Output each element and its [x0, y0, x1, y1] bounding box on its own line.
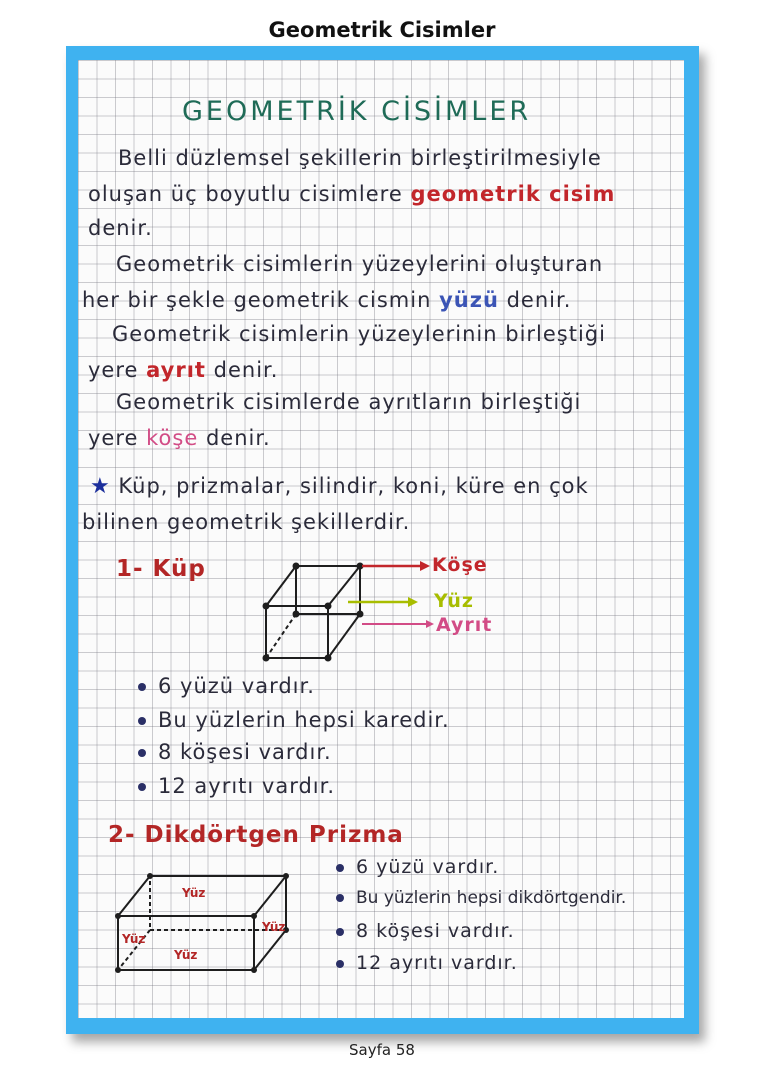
label-ayrit: Ayrıt [436, 614, 493, 636]
p2-line2-end: denir. [506, 288, 572, 312]
prism-face-label-right: Yüz [262, 920, 286, 934]
intro-line1-text: Küp, prizmalar, silindir, koni, küre en çok [118, 474, 589, 498]
p3-line2-end: denir. [213, 358, 279, 382]
prism-edge-tl [118, 876, 150, 916]
cube-edge-tr [328, 566, 360, 606]
bullet-dot-icon [336, 928, 344, 936]
p3-line1: Geometrik cisimlerin yüzeylerinin birleştiği [112, 322, 606, 346]
term-yuzu: yüzü [439, 288, 499, 312]
label-yuz: Yüz [434, 590, 474, 612]
cube-bullet: Bu yüzlerin hepsi karedir. [138, 708, 450, 732]
prism-face-label-left: Yüz [122, 932, 146, 946]
arrow-ayrit-head [426, 620, 434, 628]
cube-vertex [325, 655, 332, 662]
p3-line2-text: yere [88, 358, 139, 382]
cube-edge-bl-hidden [266, 614, 296, 658]
prism-edge-tr [254, 876, 286, 916]
prism-vertex [115, 913, 121, 919]
cube-vertex [263, 603, 270, 610]
prism-face-label-front: Yüz [174, 948, 198, 962]
cube-heading: 1- Küp [116, 556, 206, 582]
p1-line3: denir. [88, 216, 153, 240]
prism-vertex [115, 967, 121, 973]
bullet-dot-icon [336, 864, 344, 872]
bullet-dot-icon [138, 749, 146, 757]
p4-line1: Geometrik cisimlerde ayrıtların birleştiği [116, 390, 582, 414]
bullet-dot-icon [336, 960, 344, 968]
photo-frame [66, 46, 699, 1034]
bullet-dot-icon [138, 717, 146, 725]
notebook-title: GEOMETRİK CİSİMLER [182, 96, 532, 127]
term-ayrit: ayrıt [146, 358, 206, 382]
bullet-dot-icon [336, 894, 344, 902]
bullet-dot-icon [138, 783, 146, 791]
intro-line2: bilinen geometrik şekillerdir. [82, 510, 411, 534]
prism-vertex [251, 913, 257, 919]
label-kose: Köşe [432, 554, 488, 576]
cube-vertex [357, 611, 364, 618]
p1-line2-text: oluşan üç boyutlu cisimlere [88, 182, 403, 206]
p4-line2 [88, 426, 271, 450]
term-kose: köşe [146, 426, 199, 450]
star-icon: ★ [90, 474, 111, 499]
prism-edge-br [254, 930, 286, 970]
p1-line1: Belli düzlemsel şekillerin birleştirilmesiyle [118, 146, 602, 170]
term-geometrik-cisim: geometrik cisim [410, 182, 616, 206]
p2-line2 [82, 288, 571, 312]
page-header-title: Geometrik Cisimler [268, 18, 496, 42]
prism-bullet: 6 yüzü vardır. [336, 856, 499, 878]
prism-vertex [147, 873, 153, 879]
cube-edges [266, 566, 360, 658]
notebook-page [78, 60, 684, 1018]
cube-bullet: 8 köşesi vardır. [138, 740, 332, 764]
cube-edge-tl [266, 566, 296, 606]
prism-bullet: 12 ayrıtı vardır. [336, 952, 518, 974]
prism-vertex [251, 967, 257, 973]
p1-line2 [88, 182, 615, 206]
cube-vertex [263, 655, 270, 662]
cube-bullet: 12 ayrıtı vardır. [138, 774, 335, 798]
page-number: Sayfa 58 [349, 1041, 415, 1059]
cube-bullet: 6 yüzü vardır. [138, 674, 315, 698]
arrow-yuz-head [408, 597, 418, 607]
p2-line1: Geometrik cisimlerin yüzeylerini oluşturan [116, 252, 604, 276]
intro-line1 [90, 474, 589, 499]
cube-vertex [325, 603, 332, 610]
p4-line2-end: denir. [205, 426, 271, 450]
bullet-dot-icon [138, 683, 146, 691]
prism-bullet: Bu yüzlerin hepsi dikdörtgendir. [336, 888, 626, 908]
cube-edge-br [328, 614, 360, 658]
arrow-kose-head [420, 561, 430, 571]
cube-vertex [293, 611, 300, 618]
cube-vertices [263, 563, 364, 662]
cube-vertex [293, 563, 300, 570]
p3-line2 [88, 358, 278, 382]
prism-face-label-top: Yüz [182, 886, 206, 900]
prism-vertex [283, 873, 289, 879]
prism-heading: 2- Dikdörtgen Prizma [108, 822, 404, 848]
p4-line2-text: yere [88, 426, 139, 450]
p2-line2-text: her bir şekle geometrik cismin [82, 288, 432, 312]
prism-bullet: 8 köşesi vardır. [336, 920, 515, 942]
